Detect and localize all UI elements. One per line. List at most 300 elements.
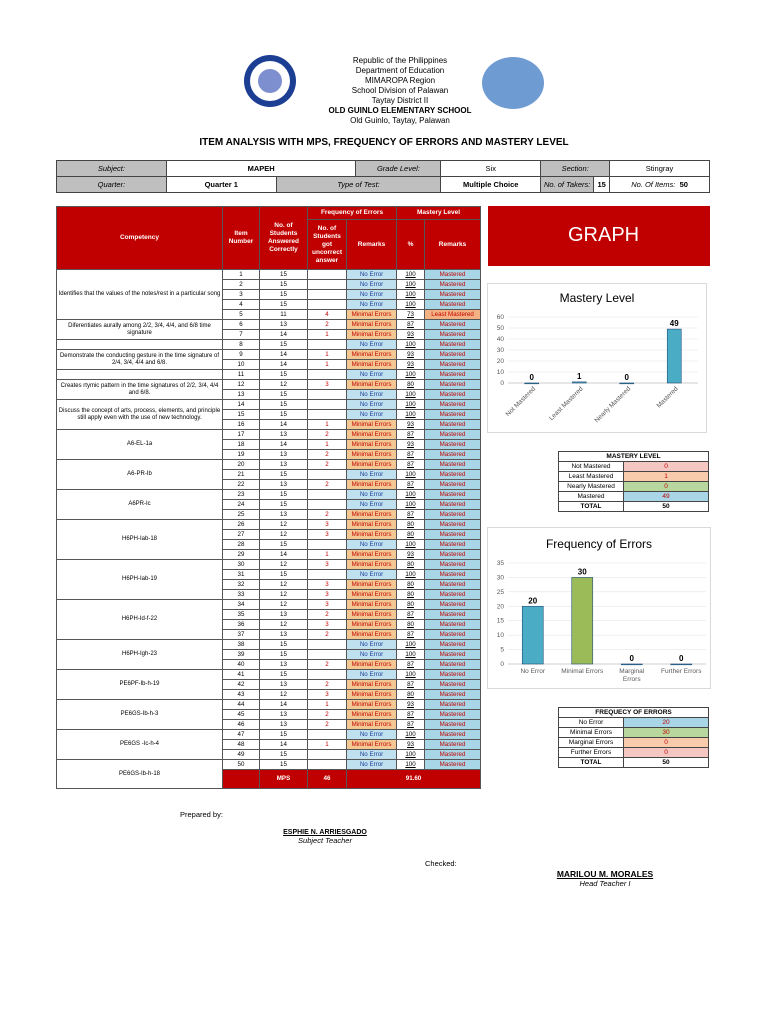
error-remark-cell: Minimal Errors: [347, 580, 397, 590]
answered-cell: 12: [260, 380, 308, 390]
incorrect-cell: [308, 750, 347, 760]
item-number-cell: 9: [223, 350, 260, 360]
error-remark-cell: No Error: [347, 500, 397, 510]
mastery-remark-cell: Least Mastered: [425, 310, 481, 320]
competency-cell: H6PH-Igh-23: [57, 640, 223, 670]
incorrect-cell: [308, 410, 347, 420]
quarter-label: Quarter:: [57, 177, 167, 193]
x-tick-label: Errors: [622, 676, 641, 683]
percent-cell: 87: [397, 720, 425, 730]
error-remark-cell: Minimal Errors: [347, 560, 397, 570]
answered-cell: 13: [260, 610, 308, 620]
percent-cell: 100: [397, 750, 425, 760]
mastery-remark-cell: Mastered: [425, 320, 481, 330]
incorrect-cell: [308, 370, 347, 380]
percent-cell: 80: [397, 530, 425, 540]
item-number-cell: 41: [223, 670, 260, 680]
answered-cell: 15: [260, 290, 308, 300]
section-label: Section:: [541, 161, 610, 177]
error-remark-cell: No Error: [347, 300, 397, 310]
incorrect-cell: 2: [308, 660, 347, 670]
percent-cell: 87: [397, 480, 425, 490]
mastery-remark-cell: Mastered: [425, 410, 481, 420]
x-tick-label: Marginal: [619, 668, 645, 675]
error-remark-cell: Minimal Errors: [347, 440, 397, 450]
item-number-cell: 30: [223, 560, 260, 570]
item-number-cell: 35: [223, 610, 260, 620]
error-remark-cell: Minimal Errors: [347, 600, 397, 610]
mastery-remark-cell: Mastered: [425, 670, 481, 680]
item-rows: [57, 270, 481, 789]
incorrect-cell: 3: [308, 520, 347, 530]
chart-title: Frequency of Errors: [545, 537, 653, 551]
answered-cell: 12: [260, 620, 308, 630]
item-number-cell: 47: [223, 730, 260, 740]
data-label: 49: [669, 319, 679, 329]
error-remark-cell: Minimal Errors: [347, 330, 397, 340]
error-remark-cell: Minimal Errors: [347, 350, 397, 360]
incorrect-cell: 2: [308, 450, 347, 460]
y-tick-label: 40: [496, 336, 504, 343]
head-role: Head Teacher I: [579, 879, 631, 888]
item-number-cell: 13: [223, 390, 260, 400]
x-tick-label: Least Mastered: [548, 385, 585, 423]
item-number-cell: 36: [223, 620, 260, 630]
errors-row-value: 20: [624, 718, 709, 728]
error-remark-cell: Minimal Errors: [347, 550, 397, 560]
header-line: Department of Education: [355, 66, 445, 75]
test-type-value: Multiple Choice: [441, 177, 541, 193]
error-remark-cell: Minimal Errors: [347, 620, 397, 630]
answered-cell: 12: [260, 520, 308, 530]
table-row: [57, 400, 481, 410]
percent-cell: 73: [397, 310, 425, 320]
incorrect-cell: 1: [308, 330, 347, 340]
mastery-remark-cell: Mastered: [425, 750, 481, 760]
mastery-remark-cell: Mastered: [425, 610, 481, 620]
item-number-cell: 45: [223, 710, 260, 720]
mastery-remark-cell: Mastered: [425, 360, 481, 370]
mastery-remark-cell: Mastered: [425, 400, 481, 410]
table-row: [57, 600, 481, 610]
mastery-remark-cell: Mastered: [425, 470, 481, 480]
item-number-cell: 20: [223, 460, 260, 470]
takers-label: No. of Takers:: [541, 177, 594, 193]
mastery-remark-cell: Mastered: [425, 650, 481, 660]
x-tick-label: Further Errors: [661, 668, 702, 675]
item-number-cell: 37: [223, 630, 260, 640]
table-row: [57, 560, 481, 570]
item-number-cell: 38: [223, 640, 260, 650]
checked-label: Checked:: [425, 859, 457, 868]
table-row: [57, 370, 481, 380]
answered-cell: 15: [260, 280, 308, 290]
percent-cell: 93: [397, 330, 425, 340]
percent-cell: 100: [397, 270, 425, 280]
subject-label: Subject:: [57, 161, 167, 177]
mastery-remark-cell: Mastered: [425, 370, 481, 380]
mastery-remark-cell: Mastered: [425, 290, 481, 300]
mastery-remark-cell: Mastered: [425, 660, 481, 670]
incorrect-cell: 2: [308, 610, 347, 620]
answered-cell: 13: [260, 460, 308, 470]
mastery-chart-svg: [488, 284, 706, 432]
mastery-remark-cell: Mastered: [425, 680, 481, 690]
table-row: [57, 460, 481, 470]
x-tick-label: Minimal Errors: [561, 668, 604, 675]
percent-cell: 80: [397, 620, 425, 630]
item-number-cell: 39: [223, 650, 260, 660]
y-tick-label: 50: [496, 325, 504, 332]
mastery-remark-cell: Mastered: [425, 580, 481, 590]
incorrect-cell: 1: [308, 700, 347, 710]
mps-value: 91.60: [347, 770, 481, 789]
errors-row-label: Minimal Errors: [559, 728, 624, 738]
mastery-remark-cell: Mastered: [425, 480, 481, 490]
percent-cell: 100: [397, 490, 425, 500]
percent-cell: 93: [397, 440, 425, 450]
percent-cell: 87: [397, 610, 425, 620]
item-number-cell: 21: [223, 470, 260, 480]
percent-cell: 100: [397, 730, 425, 740]
item-number-cell: 19: [223, 450, 260, 460]
answered-cell: 15: [260, 570, 308, 580]
percent-cell: 100: [397, 540, 425, 550]
answered-cell: 15: [260, 750, 308, 760]
error-remark-cell: No Error: [347, 290, 397, 300]
error-remark-cell: Minimal Errors: [347, 420, 397, 430]
frequency-errors-table: [558, 707, 709, 768]
mastery-row-label: Not Mastered: [559, 462, 624, 472]
percent-cell: 100: [397, 570, 425, 580]
mastery-remark-cell: Mastered: [425, 720, 481, 730]
error-remark-cell: Minimal Errors: [347, 450, 397, 460]
item-number-cell: 50: [223, 760, 260, 770]
mastery-remark-cell: Mastered: [425, 640, 481, 650]
items-label: No. Of Items:: [631, 180, 676, 189]
table-row: [57, 340, 481, 350]
incorrect-cell: 2: [308, 720, 347, 730]
header-line: Taytay District II: [371, 96, 429, 105]
data-label: 30: [577, 567, 587, 577]
col-remarks: Remarks: [347, 220, 397, 270]
mastery-level-table: [558, 451, 709, 512]
mastery-remark-cell: Mastered: [425, 330, 481, 340]
error-remark-cell: Minimal Errors: [347, 630, 397, 640]
percent-cell: 93: [397, 350, 425, 360]
error-remark-cell: Minimal Errors: [347, 720, 397, 730]
percent-cell: 87: [397, 460, 425, 470]
bar: [671, 664, 692, 665]
y-tick-label: 10: [496, 632, 504, 640]
mastery-remark-cell: Mastered: [425, 540, 481, 550]
y-tick-label: 20: [496, 358, 504, 365]
error-remark-cell: No Error: [347, 640, 397, 650]
percent-cell: 100: [397, 410, 425, 420]
answered-cell: 15: [260, 490, 308, 500]
items-count: 50: [679, 180, 688, 189]
y-tick-label: 20: [496, 603, 504, 611]
section-value: Stingray: [610, 161, 710, 177]
x-tick-label: Not Mastered: [504, 385, 538, 419]
errors-row-value: 30: [624, 728, 709, 738]
answered-cell: 15: [260, 300, 308, 310]
incorrect-cell: [308, 270, 347, 280]
y-tick-label: 30: [496, 347, 504, 354]
incorrect-cell: [308, 300, 347, 310]
errors-row-value: 0: [624, 738, 709, 748]
error-remark-cell: Minimal Errors: [347, 430, 397, 440]
mastery-remark-cell: Mastered: [425, 550, 481, 560]
test-type-label: Type of Test:: [276, 177, 441, 193]
mastery-remark-cell: Mastered: [425, 760, 481, 770]
percent-cell: 93: [397, 420, 425, 430]
data-label: 0: [529, 373, 534, 382]
competency-cell: PE6PF-Ib-h-19: [57, 670, 223, 700]
answered-cell: 14: [260, 440, 308, 450]
answered-cell: 12: [260, 600, 308, 610]
item-number-cell: 23: [223, 490, 260, 500]
competency-cell: [57, 340, 223, 350]
error-remark-cell: No Error: [347, 570, 397, 580]
incorrect-cell: [308, 340, 347, 350]
item-number-cell: 7: [223, 330, 260, 340]
page-title: ITEM ANALYSIS WITH MPS, FREQUENCY OF ERRORS AND MASTERY LEVEL: [199, 137, 569, 148]
col-incorrect: No. of Students got uncorrect answer: [308, 220, 347, 270]
table-row: [57, 520, 481, 530]
incorrect-cell: [308, 650, 347, 660]
table-row: [57, 430, 481, 440]
mps-label: MPS: [260, 770, 308, 789]
table-row: [57, 670, 481, 680]
item-number-cell: 18: [223, 440, 260, 450]
graph-banner-label: GRAPH: [568, 224, 640, 246]
percent-cell: 87: [397, 320, 425, 330]
item-number-cell: 43: [223, 690, 260, 700]
table-row: [57, 640, 481, 650]
incorrect-cell: 4: [308, 310, 347, 320]
error-remark-cell: Minimal Errors: [347, 700, 397, 710]
item-number-cell: 29: [223, 550, 260, 560]
incorrect-cell: 1: [308, 550, 347, 560]
item-number-cell: 44: [223, 700, 260, 710]
x-tick-label: Nearly Mastered: [593, 385, 633, 425]
header-lines: [250, 56, 550, 126]
col-frequency-errors: Frequency of Errors: [308, 207, 397, 220]
mastery-remark-cell: Mastered: [425, 730, 481, 740]
bar: [572, 382, 586, 383]
answered-cell: 13: [260, 320, 308, 330]
item-number-cell: 40: [223, 660, 260, 670]
error-remark-cell: Minimal Errors: [347, 310, 397, 320]
item-number-cell: 33: [223, 590, 260, 600]
incorrect-cell: [308, 470, 347, 480]
mastery-remark-cell: Mastered: [425, 630, 481, 640]
data-label: 20: [528, 596, 538, 606]
percent-cell: 80: [397, 560, 425, 570]
incorrect-cell: 2: [308, 460, 347, 470]
x-tick-label: No Error: [520, 668, 546, 675]
x-tick-label: Mastered: [655, 385, 680, 410]
percent-cell: 100: [397, 670, 425, 680]
errors-total-value: 50: [624, 758, 709, 768]
item-number-cell: 31: [223, 570, 260, 580]
error-remark-cell: Minimal Errors: [347, 690, 397, 700]
incorrect-cell: 2: [308, 630, 347, 640]
error-remark-cell: Minimal Errors: [347, 660, 397, 670]
incorrect-cell: 3: [308, 560, 347, 570]
incorrect-cell: [308, 670, 347, 680]
answered-cell: 14: [260, 330, 308, 340]
errors-row-label: Marginal Errors: [559, 738, 624, 748]
error-remark-cell: Minimal Errors: [347, 710, 397, 720]
mastery-remark-cell: Mastered: [425, 340, 481, 350]
item-number-cell: 3: [223, 290, 260, 300]
item-number-cell: 5: [223, 310, 260, 320]
percent-cell: 80: [397, 690, 425, 700]
mastery-row-label: Mastered: [559, 492, 624, 502]
head-signature: [530, 869, 680, 888]
mastery-remark-cell: Mastered: [425, 490, 481, 500]
answered-cell: 13: [260, 680, 308, 690]
answered-cell: 15: [260, 650, 308, 660]
table-row: [57, 350, 481, 360]
item-number-cell: 24: [223, 500, 260, 510]
y-tick-label: 30: [496, 574, 504, 582]
graph-banner: [488, 206, 710, 266]
incorrect-cell: 1: [308, 360, 347, 370]
item-number-cell: 27: [223, 530, 260, 540]
chart-title: Mastery Level: [559, 291, 635, 305]
incorrect-cell: 2: [308, 430, 347, 440]
incorrect-cell: [308, 570, 347, 580]
mastery-remark-cell: Mastered: [425, 590, 481, 600]
item-number-cell: 25: [223, 510, 260, 520]
mastery-row-label: Nearly Mastered: [559, 482, 624, 492]
percent-cell: 87: [397, 430, 425, 440]
percent-cell: 100: [397, 290, 425, 300]
mastery-remark-cell: Mastered: [425, 430, 481, 440]
answered-cell: 15: [260, 270, 308, 280]
incorrect-cell: 1: [308, 740, 347, 750]
answered-cell: 13: [260, 450, 308, 460]
y-tick-label: 15: [496, 617, 504, 625]
item-number-cell: 1: [223, 270, 260, 280]
incorrect-cell: 3: [308, 620, 347, 630]
item-number-cell: 48: [223, 740, 260, 750]
quarter-value: Quarter 1: [166, 177, 276, 193]
item-number-cell: 10: [223, 360, 260, 370]
percent-cell: 87: [397, 450, 425, 460]
error-remark-cell: Minimal Errors: [347, 460, 397, 470]
item-number-cell: 4: [223, 300, 260, 310]
error-remark-cell: No Error: [347, 490, 397, 500]
teacher-signature: [240, 829, 410, 845]
item-number-cell: 12: [223, 380, 260, 390]
mps-empty-cell: [223, 770, 260, 789]
answered-cell: 15: [260, 540, 308, 550]
error-remark-cell: Minimal Errors: [347, 380, 397, 390]
takers-value: 15: [594, 177, 610, 193]
bar: [621, 664, 642, 665]
header-line: Republic of the Philippines: [352, 56, 448, 65]
table-row: [57, 700, 481, 710]
incorrect-cell: 2: [308, 510, 347, 520]
error-remark-cell: No Error: [347, 280, 397, 290]
errors-row-value: 0: [624, 748, 709, 758]
school-address: Old Guinlo, Taytay, Palawan: [350, 116, 450, 125]
percent-cell: 100: [397, 370, 425, 380]
answered-cell: 13: [260, 510, 308, 520]
incorrect-cell: 2: [308, 480, 347, 490]
percent-cell: 100: [397, 650, 425, 660]
percent-cell: 100: [397, 400, 425, 410]
percent-cell: 100: [397, 470, 425, 480]
y-tick-label: 35: [496, 560, 504, 567]
item-number-cell: 49: [223, 750, 260, 760]
percent-cell: 87: [397, 680, 425, 690]
mastery-remark-cell: Mastered: [425, 450, 481, 460]
answered-cell: 14: [260, 360, 308, 370]
bar: [667, 329, 681, 383]
mastery-remark-cell: Mastered: [425, 460, 481, 470]
col-item-number: Item Number: [223, 207, 260, 270]
answered-cell: 13: [260, 430, 308, 440]
answered-cell: 15: [260, 340, 308, 350]
answered-cell: 14: [260, 740, 308, 750]
answered-cell: 15: [260, 760, 308, 770]
competency-cell: A6-EL-1a: [57, 430, 223, 460]
errors-row-label: No Error: [559, 718, 624, 728]
answered-cell: 13: [260, 630, 308, 640]
incorrect-cell: 2: [308, 710, 347, 720]
bar: [525, 383, 539, 384]
incorrect-cell: 1: [308, 440, 347, 450]
y-tick-label: 0: [500, 380, 504, 387]
competency-cell: H6PH-Iab-18: [57, 520, 223, 560]
grade-label: Grade Level:: [356, 161, 441, 177]
answered-cell: 15: [260, 730, 308, 740]
answered-cell: 11: [260, 310, 308, 320]
answered-cell: 14: [260, 350, 308, 360]
mastery-remark-cell: Mastered: [425, 390, 481, 400]
answered-cell: 12: [260, 580, 308, 590]
grade-value: Six: [441, 161, 541, 177]
percent-cell: 93: [397, 700, 425, 710]
competency-cell: H6PH-Iab-19: [57, 560, 223, 600]
y-tick-label: 0: [500, 661, 504, 668]
teacher-role: Subject Teacher: [298, 836, 352, 845]
item-number-cell: 11: [223, 370, 260, 380]
errors-chart-svg: [488, 528, 710, 688]
percent-cell: 80: [397, 380, 425, 390]
mastery-remark-cell: Mastered: [425, 620, 481, 630]
answered-cell: 12: [260, 590, 308, 600]
error-remark-cell: No Error: [347, 370, 397, 380]
item-number-cell: 17: [223, 430, 260, 440]
incorrect-cell: [308, 390, 347, 400]
mastery-table-title: MASTERY LEVEL: [559, 452, 709, 462]
col-competency: Competency: [57, 207, 223, 270]
mastery-row-value: 0: [624, 482, 709, 492]
percent-cell: 80: [397, 590, 425, 600]
percent-cell: 87: [397, 510, 425, 520]
item-analysis-table: [56, 206, 481, 789]
answered-cell: 12: [260, 530, 308, 540]
error-remark-cell: No Error: [347, 470, 397, 480]
competency-cell: Identifies that the values of the notes/rest in a particular song: [57, 270, 223, 320]
percent-cell: 100: [397, 280, 425, 290]
